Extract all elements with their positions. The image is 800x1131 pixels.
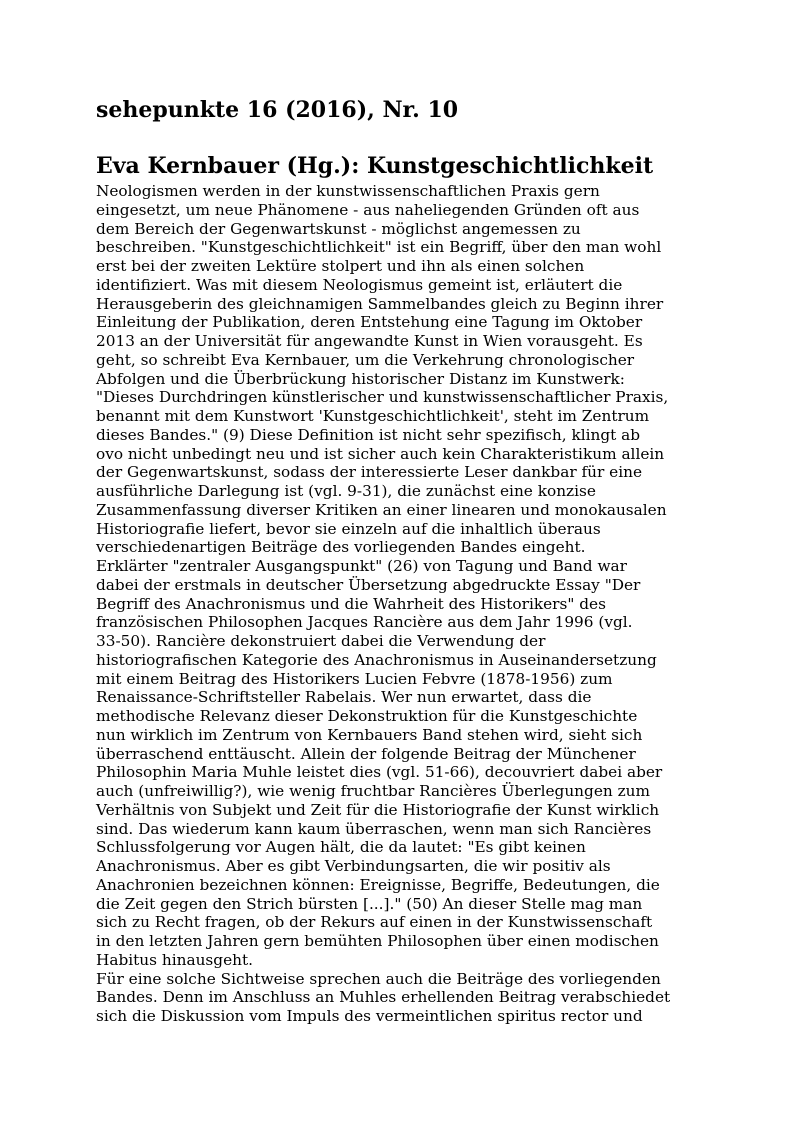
body-line: dieses Bandes." (9) Diese Definition ist nicht sehr spezifisch, klingt ab bbox=[96, 425, 641, 444]
body-line: verschiedenartigen Beiträge des vorliegenden Bandes eingeht. bbox=[96, 538, 586, 557]
body-line: Verhältnis von Subjekt und Zeit für die Historiografie der Kunst wirklich bbox=[96, 800, 660, 819]
body-line: die Zeit gegen den Strich bürsten [...]." (50) An dieser Stelle mag man bbox=[96, 894, 643, 913]
body-line: französischen Philosophen Jacques Rancière aus dem Jahr 1996 (vgl. bbox=[96, 613, 633, 632]
body-line: ovo nicht unbedingt neu und ist sicher auch kein Charakteristikum allein bbox=[96, 444, 665, 463]
article-body bbox=[96, 182, 716, 1026]
body-line: 2013 an der Universität für angewandte Kunst in Wien vorausgeht. Es bbox=[96, 332, 643, 350]
body-line: nun wirklich im Zentrum von Kernbauers Band stehen wird, sieht sich bbox=[96, 725, 643, 744]
body-line: ausführliche Darlegung ist (vgl. 9-31), die zunächst eine konzise bbox=[96, 482, 596, 500]
body-line: geht, so schreibt Eva Kernbauer, um die Verkehrung chronologischer bbox=[96, 350, 635, 369]
body-line: Anachronien bezeichnen können: Ereignisse, Begriffe, Bedeutungen, die bbox=[96, 875, 660, 894]
body-line: Bandes. Denn im Anschluss an Muhles erhellenden Beitrag verabschiedet bbox=[96, 988, 671, 1007]
body-line: Philosophin Maria Muhle leistet dies (vgl. 51-66), decouvriert dabei aber bbox=[96, 763, 663, 782]
body-line: sich zu Recht fragen, ob der Rekurs auf einen in der Kunstwissenschaft bbox=[96, 913, 653, 932]
body-line: identifiziert. Was mit diesem Neologismus gemeint ist, erläutert die bbox=[96, 275, 623, 294]
journal-citation: sehepunkte 16 (2016), Nr. 10 bbox=[96, 97, 459, 123]
body-line: Habitus hinausgeht. bbox=[96, 950, 253, 969]
body-line: 33-50). Rancière dekonstruiert dabei die Verwendung der bbox=[96, 632, 546, 650]
body-line: mit einem Beitrag des Historikers Lucien Febvre (1878-1956) zum bbox=[96, 669, 613, 688]
body-line: sich die Diskussion vom Impuls des vermeintlichen spiritus rector und bbox=[96, 1007, 643, 1025]
body-line: Erklärter "zentraler Ausgangspunkt" (26) von Tagung und Band war bbox=[96, 557, 627, 575]
body-line: überraschend enttäuscht. Allein der folgende Beitrag der Münchener bbox=[96, 744, 636, 763]
body-line: Anachronismus. Aber es gibt Verbindungsarten, die wir positiv als bbox=[96, 857, 611, 875]
body-line: Für eine solche Sichtweise sprechen auch die Beiträge des vorliegenden bbox=[96, 969, 661, 988]
body-line: historiografischen Kategorie des Anachronismus in Auseinandersetzung bbox=[96, 650, 657, 669]
body-line: beschreiben. "Kunstgeschichtlichkeit" ist ein Begriff, über den man wohl bbox=[96, 238, 662, 257]
body-line: Neologismen werden in der kunstwissenschaftlichen Praxis gern bbox=[96, 182, 600, 200]
body-line: Schlussfolgerung vor Augen hält, die da lautet: "Es gibt keinen bbox=[96, 838, 586, 857]
body-line: der Gegenwartskunst, sodass der interessierte Leser dankbar für eine bbox=[96, 463, 643, 482]
article-title: Eva Kernbauer (Hg.): Kunstgeschichtlichkeit bbox=[96, 153, 654, 179]
body-line: dabei der erstmals in deutscher Übersetzung abgedruckte Essay "Der bbox=[96, 575, 641, 594]
body-line: Herausgeberin des gleichnamigen Sammelbandes gleich zu Beginn ihrer bbox=[96, 294, 664, 313]
body-line: Begriff des Anachronismus und die Wahrheit des Historikers" des bbox=[96, 594, 606, 613]
body-line: dem Bereich der Gegenwartskunst - möglichst angemessen zu bbox=[96, 219, 581, 238]
body-line: "Dieses Durchdringen künstlerischer und kunstwissenschaftlicher Praxis, bbox=[96, 388, 669, 407]
body-line: Renaissance-Schriftsteller Rabelais. Wer nun erwartet, dass die bbox=[96, 688, 592, 707]
body-line: methodische Relevanz dieser Dekonstruktion für die Kunstgeschichte bbox=[96, 707, 638, 725]
body-line: erst bei der zweiten Lektüre stolpert und ihn als einen solchen bbox=[96, 257, 585, 275]
body-line: benannt mit dem Kunstwort 'Kunstgeschichtlichkeit', steht im Zentrum bbox=[96, 407, 650, 425]
body-line: in den letzten Jahren gern bemühten Philosophen über einen modischen bbox=[96, 932, 659, 950]
body-line: auch (unfreiwillig?), wie wenig fruchtbar Rancières Überlegungen zum bbox=[96, 782, 651, 800]
body-line: sind. Das wiederum kann kaum überraschen, wenn man sich Rancières bbox=[96, 819, 652, 838]
body-line: Abfolgen und die Überbrückung historischer Distanz im Kunstwerk: bbox=[96, 369, 625, 388]
body-line: eingesetzt, um neue Phänomene - aus naheliegenden Gründen oft aus bbox=[96, 200, 640, 219]
body-line: Einleitung der Publikation, deren Entstehung eine Tagung im Oktober bbox=[96, 313, 643, 332]
body-line: Zusammenfassung diverser Kritiken an einer linearen und monokausalen bbox=[96, 500, 667, 519]
body-line: Historiografie liefert, bevor sie einzeln auf die inhaltlich überaus bbox=[96, 519, 601, 538]
